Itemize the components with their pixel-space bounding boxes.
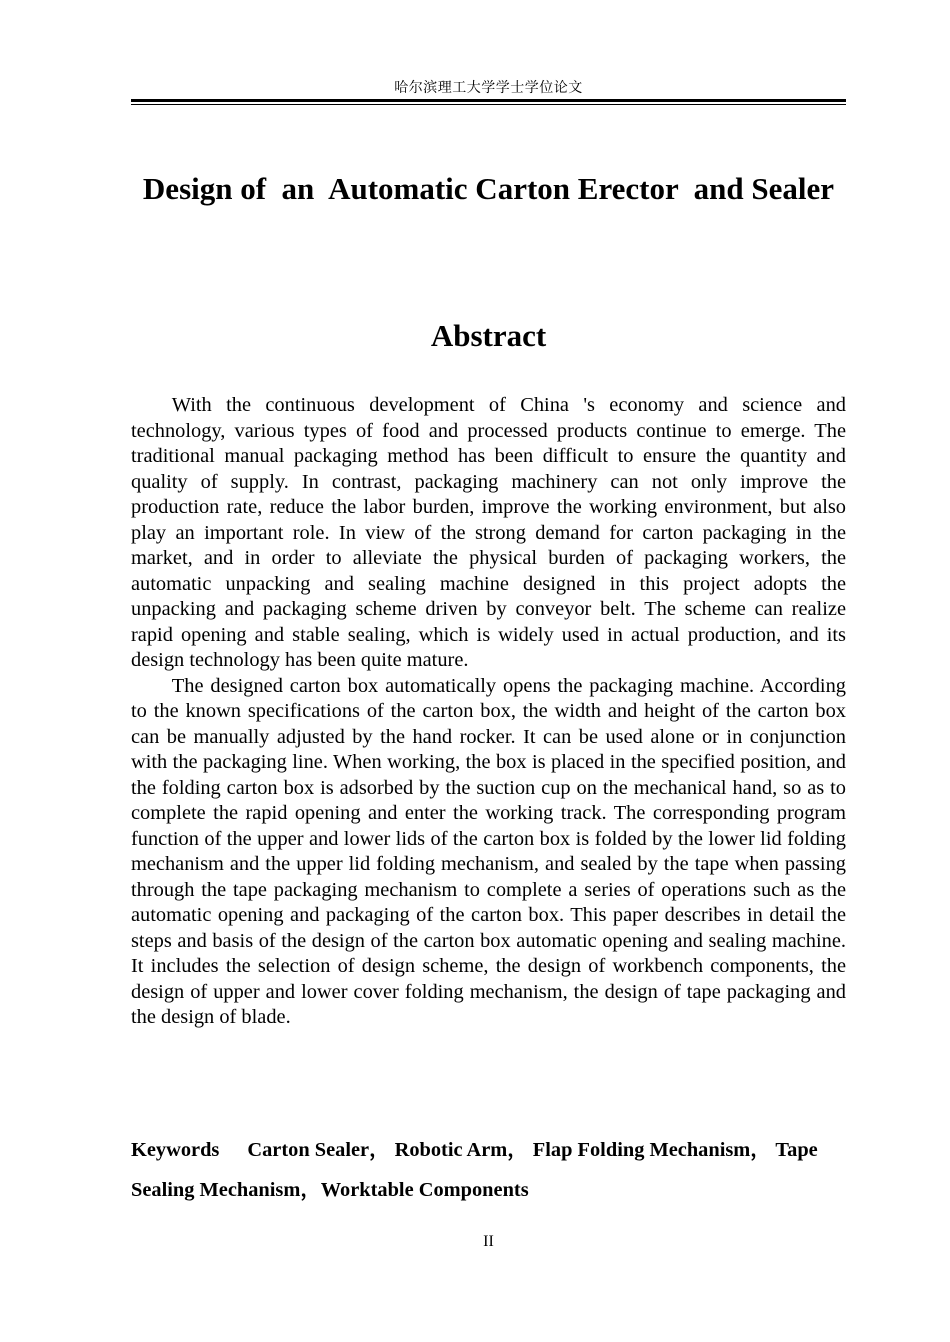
abstract-body [131,393,846,1031]
running-header: 哈尔滨理工大学学士学位论文 [394,80,583,96]
page-number: II [483,1233,494,1250]
abstract-paragraph-1: With the continuous development of China 's economy and science and technology, various types of food and processed products continue to emerge. The traditional manual packaging method has been difficult to ensure the quantity and quality of supply. In contrast, packaging machinery can not only improve the production rate, reduce the labor burden, improve the working environment, but also play an important role. In view of the strong demand for carton packaging in the market, and in order to alleviate the physical burden of packaging workers, the automatic unpacking and sealing machine designed in this project adopts the unpacking and packaging scheme driven by conveyor belt. The scheme can realize rapid opening and stable sealing, which is widely used in actual production, and its design technology has been quite mature. [131,394,846,671]
document-title: Design of an Automatic Carton Erector and Sealer [142,171,835,206]
header-rule-thin [131,104,846,105]
abstract-heading: Abstract [430,318,547,353]
abstract-paragraph-2: The designed carton box automatically opens the packaging machine. According to the known specifications of the carton box, the width and height of the carton box can be manually adjusted by the hand rocker. It can be used alone or in conjunction with the packaging line. When working, the box is placed in the specified position, and the folding carton box is adsorbed by the suction cup on the mechanical hand, so as to complete the rapid opening and enter the working track. The corresponding program function of the upper and lower lids of the carton box is folded by the lower lid folding mechanism and the upper lid folding mechanism, and sealed by the tape when passing through the tape packaging mechanism to complete a series of operations such as the automatic opening and packaging of the carton box. This paper describes in detail the steps and basis of the design of the carton box automatic opening and sealing machine. It includes the selection of design scheme, the design of workbench components, the design of upper and lower cover folding mechanism, the design of tape packaging and the design of blade. [131,674,846,1028]
keywords-label: Keywords [131,1139,220,1161]
keywords-text: Carton Sealer， Robotic Arm， Flap Folding Mechanism， Tape Sealing Mechanism，Worktable Components [131,1139,818,1201]
header-rule-thick [131,99,846,102]
keywords-line [131,1130,846,1210]
